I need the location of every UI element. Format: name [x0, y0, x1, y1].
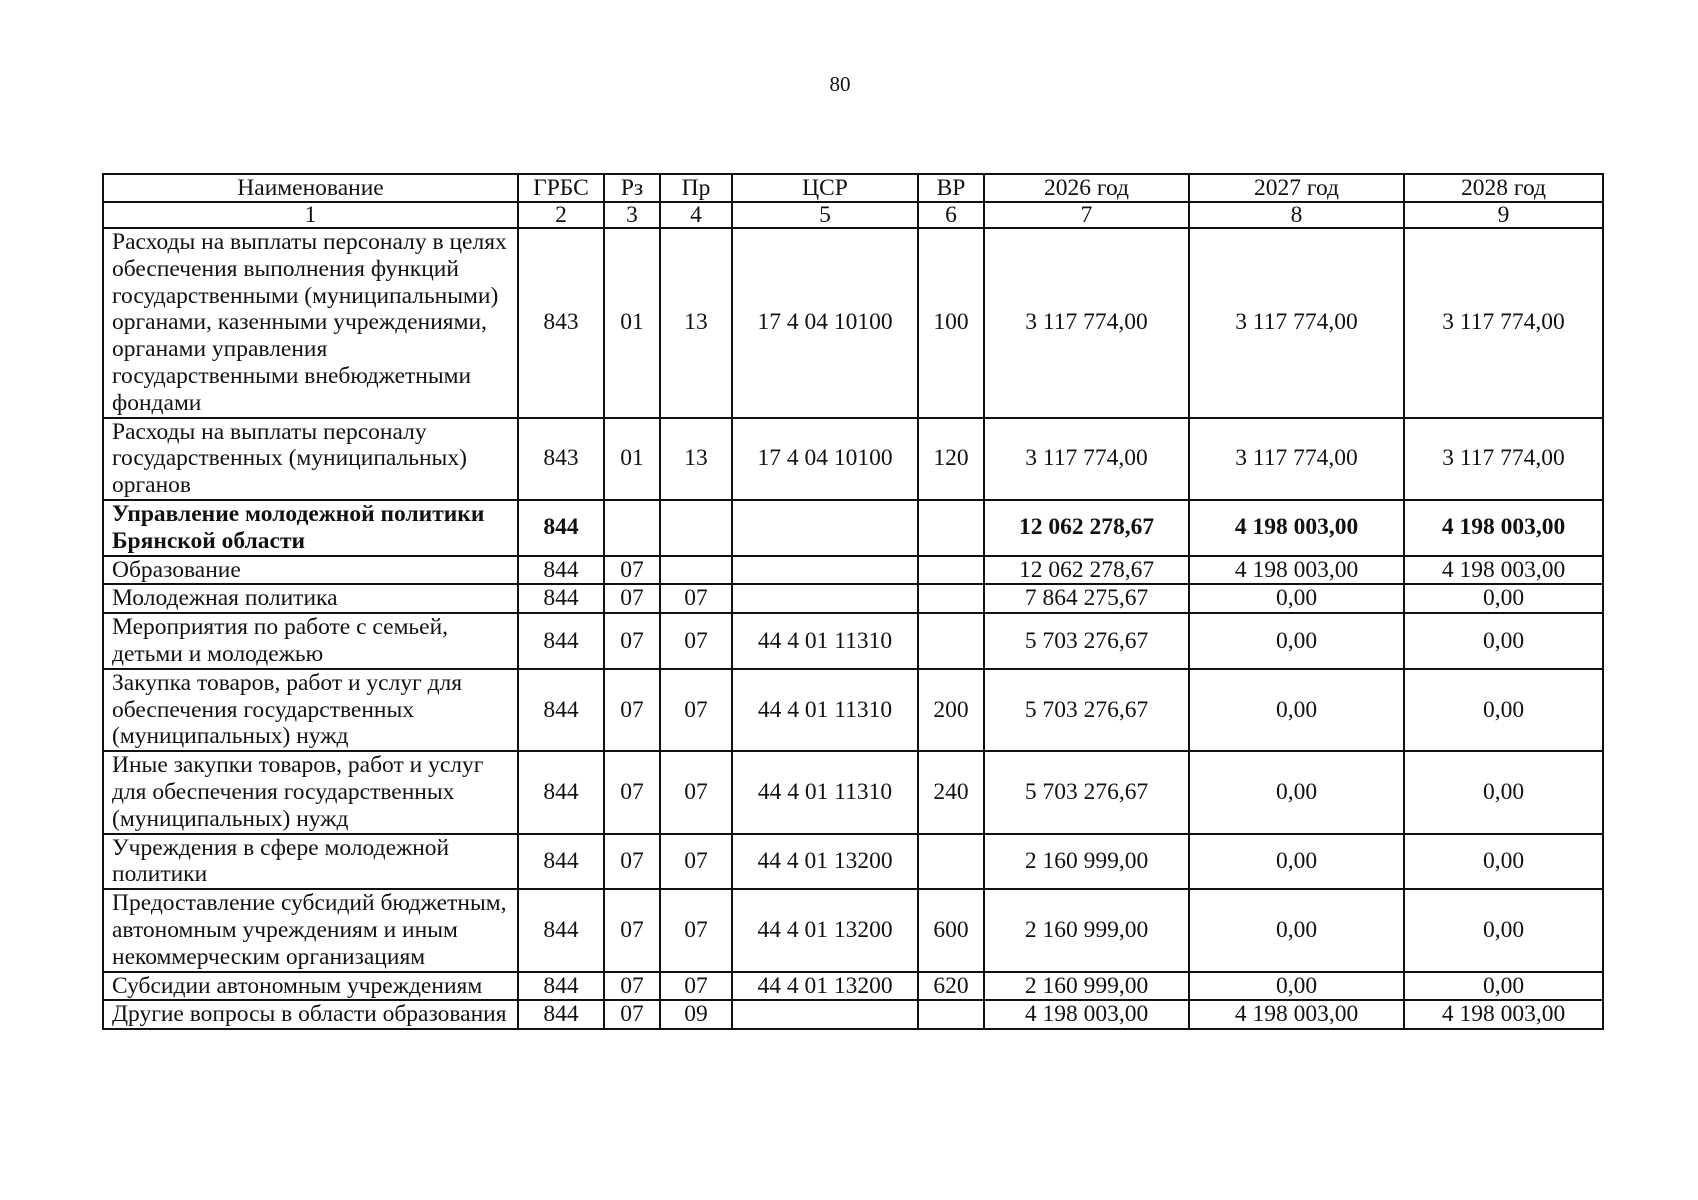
cell-pr: 07	[660, 669, 732, 751]
cell-y2026: 3 117 774,00	[984, 228, 1189, 418]
column-number: 3	[604, 202, 660, 228]
cell-y2027: 0,00	[1189, 834, 1404, 890]
table-row	[103, 889, 1603, 971]
cell-name: Другие вопросы в области образования	[103, 1000, 518, 1029]
cell-y2028: 0,00	[1404, 613, 1603, 669]
cell-grbs: 844	[518, 834, 604, 890]
cell-rz: 07	[604, 751, 660, 833]
table-body	[103, 228, 1603, 1029]
table-row	[103, 834, 1603, 890]
cell-grbs: 844	[518, 669, 604, 751]
cell-rz: 07	[604, 613, 660, 669]
cell-pr: 13	[660, 418, 732, 500]
cell-y2028: 0,00	[1404, 669, 1603, 751]
cell-pr: 07	[660, 834, 732, 890]
cell-pr	[660, 500, 732, 556]
cell-y2026: 5 703 276,67	[984, 613, 1189, 669]
cell-y2028: 0,00	[1404, 972, 1603, 1001]
cell-y2026: 2 160 999,00	[984, 889, 1189, 971]
cell-name: Учреждения в сфере молодежной политики	[103, 834, 518, 890]
cell-y2026: 12 062 278,67	[984, 556, 1189, 585]
column-number: 8	[1189, 202, 1404, 228]
cell-y2027: 0,00	[1189, 669, 1404, 751]
cell-vr	[918, 1000, 984, 1029]
cell-grbs: 843	[518, 418, 604, 500]
cell-y2027: 0,00	[1189, 972, 1404, 1001]
cell-y2028: 3 117 774,00	[1404, 418, 1603, 500]
header-2028: 2028 год	[1404, 174, 1603, 202]
column-number: 2	[518, 202, 604, 228]
header-pr: Пр	[660, 174, 732, 202]
cell-csr: 44 4 01 11310	[732, 751, 918, 833]
cell-grbs: 844	[518, 889, 604, 971]
header-name: Наименование	[103, 174, 518, 202]
cell-name: Мероприятия по работе с семьей, детьми и молодежью	[103, 613, 518, 669]
cell-name: Предоставление субсидий бюджетным, автономным учреждениям и иным некоммерческим организациям	[103, 889, 518, 971]
cell-y2027: 4 198 003,00	[1189, 1000, 1404, 1029]
cell-csr	[732, 556, 918, 585]
table-row	[103, 669, 1603, 751]
cell-y2026: 12 062 278,67	[984, 500, 1189, 556]
table-row	[103, 584, 1603, 613]
cell-vr: 240	[918, 751, 984, 833]
cell-vr	[918, 584, 984, 613]
cell-y2026: 2 160 999,00	[984, 972, 1189, 1001]
table-row	[103, 418, 1603, 500]
cell-y2027: 4 198 003,00	[1189, 556, 1404, 585]
column-number: 5	[732, 202, 918, 228]
cell-pr: 07	[660, 972, 732, 1001]
cell-grbs: 844	[518, 556, 604, 585]
cell-pr: 09	[660, 1000, 732, 1029]
header-grbs: ГРБС	[518, 174, 604, 202]
cell-y2026: 7 864 275,67	[984, 584, 1189, 613]
cell-rz: 07	[604, 889, 660, 971]
table-row	[103, 972, 1603, 1001]
cell-y2026: 3 117 774,00	[984, 418, 1189, 500]
cell-y2027: 3 117 774,00	[1189, 228, 1404, 418]
cell-pr: 07	[660, 613, 732, 669]
cell-pr: 13	[660, 228, 732, 418]
cell-rz: 01	[604, 228, 660, 418]
page-number: 80	[829, 72, 851, 96]
column-number: 1	[103, 202, 518, 228]
cell-rz: 07	[604, 1000, 660, 1029]
cell-name: Молодежная политика	[103, 584, 518, 613]
cell-vr	[918, 834, 984, 890]
table-row	[103, 228, 1603, 418]
cell-name: Расходы на выплаты персоналу государственных (муниципальных) органов	[103, 418, 518, 500]
cell-name: Расходы на выплаты персоналу в целях обеспечения выполнения функций государственными (муниципальными) органами, казенными учреждениями, органами управления государственными внебюджетными фондами	[103, 228, 518, 418]
cell-rz	[604, 500, 660, 556]
cell-vr: 100	[918, 228, 984, 418]
column-number: 9	[1404, 202, 1603, 228]
table-row	[103, 751, 1603, 833]
cell-grbs: 844	[518, 500, 604, 556]
header-csr: ЦСР	[732, 174, 918, 202]
budget-table	[102, 173, 1604, 1030]
cell-y2028: 3 117 774,00	[1404, 228, 1603, 418]
cell-grbs: 844	[518, 584, 604, 613]
cell-csr	[732, 1000, 918, 1029]
cell-grbs: 844	[518, 613, 604, 669]
cell-vr: 620	[918, 972, 984, 1001]
cell-y2027: 0,00	[1189, 613, 1404, 669]
cell-y2027: 0,00	[1189, 584, 1404, 613]
cell-name: Образование	[103, 556, 518, 585]
cell-csr: 44 4 01 11310	[732, 613, 918, 669]
cell-grbs: 844	[518, 1000, 604, 1029]
cell-y2028: 4 198 003,00	[1404, 1000, 1603, 1029]
cell-y2027: 0,00	[1189, 889, 1404, 971]
column-number: 7	[984, 202, 1189, 228]
header-vr: ВР	[918, 174, 984, 202]
cell-vr	[918, 556, 984, 585]
cell-csr: 44 4 01 11310	[732, 669, 918, 751]
cell-y2026: 5 703 276,67	[984, 751, 1189, 833]
cell-grbs: 844	[518, 972, 604, 1001]
cell-y2027: 4 198 003,00	[1189, 500, 1404, 556]
cell-name: Субсидии автономным учреждениям	[103, 972, 518, 1001]
cell-vr: 120	[918, 418, 984, 500]
table-row	[103, 1000, 1603, 1029]
cell-vr	[918, 500, 984, 556]
cell-y2028: 0,00	[1404, 889, 1603, 971]
cell-vr: 600	[918, 889, 984, 971]
cell-vr	[918, 613, 984, 669]
cell-rz: 01	[604, 418, 660, 500]
cell-vr: 200	[918, 669, 984, 751]
cell-y2026: 4 198 003,00	[984, 1000, 1189, 1029]
cell-csr: 44 4 01 13200	[732, 889, 918, 971]
cell-pr: 07	[660, 751, 732, 833]
header-2026: 2026 год	[984, 174, 1189, 202]
cell-csr: 17 4 04 10100	[732, 418, 918, 500]
cell-rz: 07	[604, 584, 660, 613]
cell-y2028: 4 198 003,00	[1404, 500, 1603, 556]
cell-rz: 07	[604, 972, 660, 1001]
header-rz: Рз	[604, 174, 660, 202]
cell-y2028: 4 198 003,00	[1404, 556, 1603, 585]
cell-grbs: 843	[518, 228, 604, 418]
cell-name: Закупка товаров, работ и услуг для обеспечения государственных (муниципальных) нужд	[103, 669, 518, 751]
cell-pr	[660, 556, 732, 585]
table-row	[103, 500, 1603, 556]
cell-rz: 07	[604, 669, 660, 751]
cell-csr	[732, 584, 918, 613]
column-number-row	[103, 202, 1603, 228]
cell-name: Иные закупки товаров, работ и услуг для обеспечения государственных (муниципальных) нужд	[103, 751, 518, 833]
cell-y2026: 5 703 276,67	[984, 669, 1189, 751]
cell-y2027: 3 117 774,00	[1189, 418, 1404, 500]
header-row	[103, 174, 1603, 202]
cell-csr: 17 4 04 10100	[732, 228, 918, 418]
cell-pr: 07	[660, 889, 732, 971]
cell-y2028: 0,00	[1404, 751, 1603, 833]
cell-grbs: 844	[518, 751, 604, 833]
table-row	[103, 556, 1603, 585]
cell-y2027: 0,00	[1189, 751, 1404, 833]
cell-y2028: 0,00	[1404, 834, 1603, 890]
cell-rz: 07	[604, 556, 660, 585]
cell-y2028: 0,00	[1404, 584, 1603, 613]
header-2027: 2027 год	[1189, 174, 1404, 202]
cell-rz: 07	[604, 834, 660, 890]
cell-y2026: 2 160 999,00	[984, 834, 1189, 890]
table-row	[103, 613, 1603, 669]
column-number: 6	[918, 202, 984, 228]
cell-csr	[732, 500, 918, 556]
cell-pr: 07	[660, 584, 732, 613]
cell-csr: 44 4 01 13200	[732, 972, 918, 1001]
cell-name: Управление молодежной политики Брянской области	[103, 500, 518, 556]
cell-csr: 44 4 01 13200	[732, 834, 918, 890]
column-number: 4	[660, 202, 732, 228]
